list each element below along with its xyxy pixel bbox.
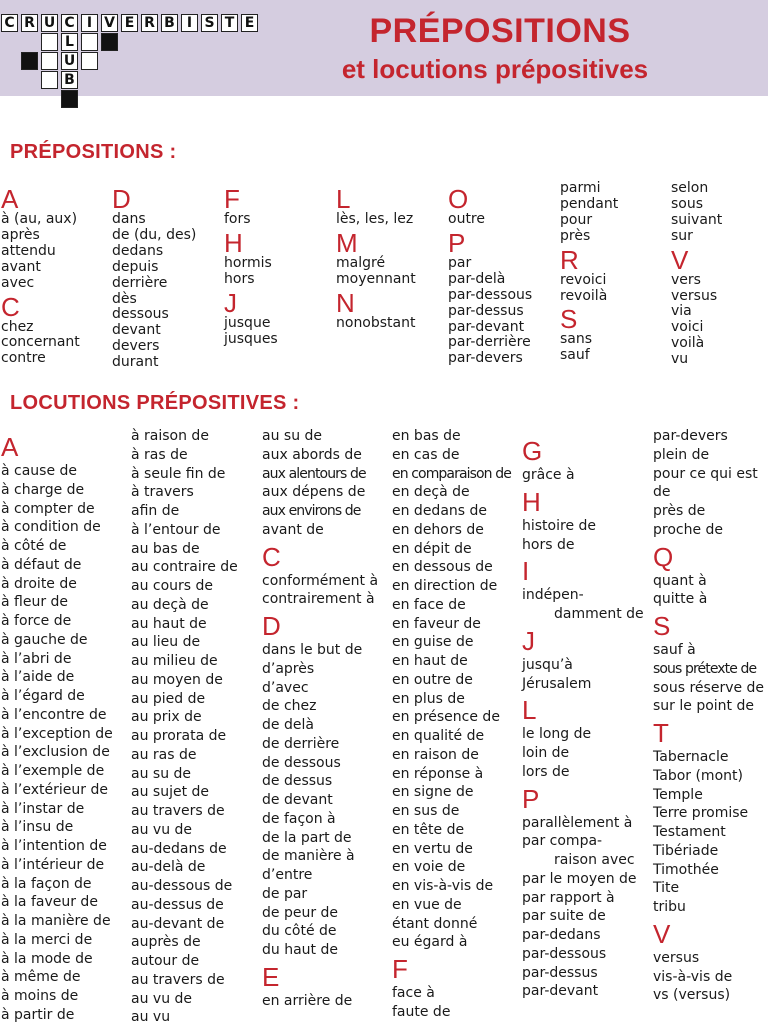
locution-item: de dessous [262,754,341,771]
letter-heading: H [224,227,243,258]
locution-item: à charge de [1,481,85,498]
locution-item: en voie de [392,859,466,876]
locution-item: Tite [653,880,680,897]
letter-heading: P [522,783,540,814]
preposition-item: par-dessous [448,286,533,303]
locution-item: par-devant [522,983,599,1000]
locution-item: Timothée [653,861,719,878]
locution-item: vis-à-vis de [653,968,733,985]
locution-item: en vertu de [392,840,473,857]
locution-item: en raison de [392,746,479,763]
locution-item: en deçà de [392,484,470,501]
letter-heading: H [522,486,541,517]
locution-item: de façon à [262,810,336,827]
preposition-item: sur [671,227,693,244]
locution-item: à travers [131,484,194,501]
locution-item: par-devers [653,428,728,444]
letter-heading: J [224,287,237,318]
locution-item: eu égard à [392,934,468,951]
preposition-item: jusque [224,314,271,331]
locution-item: d’avec [262,679,309,696]
logo-blank-cell [41,33,58,51]
locution-item: à même de [1,969,81,986]
locution-item: en vue de [392,896,462,913]
locution-item: au-dedans de [131,840,227,857]
letter-heading: C [1,291,20,322]
locution-item: au su de [262,428,323,444]
preposition-item: selon [671,180,709,196]
preposition-item: depuis [112,258,159,275]
locution-item: de par [262,885,308,902]
locution-item: en sus de [392,803,460,819]
locution-item: de delà [262,717,314,733]
locution-item: par-dedans [522,927,601,943]
locution-item: plein de [653,446,710,463]
logo-letter-cell: B [61,71,78,89]
locution-item: en outre de [392,671,473,688]
locution-item: au ras de [131,746,197,763]
locution-item: Temple [653,786,703,803]
letter-heading: D [262,611,281,641]
locution-item: au-dessus de [131,896,224,913]
preposition-item: pendant [560,195,619,212]
preposition-item: moyennant [336,270,416,287]
preposition-item: suivant [671,211,723,228]
logo-letter-cell: V [101,14,118,32]
letter-heading: J [522,625,535,656]
preposition-item: vu [671,351,689,368]
preposition-item: voici [671,319,704,336]
locution-item: à moins de [1,988,79,1004]
locution-item: par compa- [522,833,603,850]
locution-item: par-dessus [522,964,598,981]
logo-letter-cell: E [241,14,258,32]
locution-item: indépen- [522,587,584,604]
locution-item: de manière à [262,848,355,865]
logo-letter-cell: S [201,14,218,32]
logo-black-cell [61,90,78,108]
locution-column [262,427,378,1011]
locution-item: près de [653,503,706,519]
locution-item: Tibériade [653,842,719,859]
locution-item: à l’exception de [1,725,113,742]
logo-blank-cell [81,52,98,70]
preposition-item: via [671,303,692,320]
locution-item: aux dépens de [262,484,366,501]
preposition-item: parmi [560,180,601,196]
logo-letter-cell: U [61,52,78,70]
locution-item: grâce à [522,467,575,483]
logo-letter-cell: R [141,14,158,32]
locution-item: en faveur de [392,615,481,632]
locution-item: au vu de [131,821,193,838]
locution-item: en présence de [392,709,500,726]
logo-letter-cell: I [181,14,198,32]
letter-heading: V [653,918,671,949]
letter-heading: Q [653,541,674,572]
preposition-item: sous [671,195,704,212]
preposition-item: malgré [336,254,386,271]
locution-item: d’entre [262,867,313,883]
locution-item: en vis-à-vis de [392,878,494,894]
page-subtitle: et locutions prépositives [341,54,649,84]
letter-heading: N [336,287,355,318]
letter-heading: A [1,184,19,214]
preposition-column [1,184,80,367]
preposition-item: pour [560,211,593,228]
locution-item: du haut de [262,942,338,958]
locution-item: à raison de [131,428,209,444]
locution-item: par suite de [522,908,606,925]
locution-item: lors de [522,763,570,780]
locution-item: afin de [131,503,180,519]
locution-item: par-dessous [522,945,607,962]
prepositions-heading: PRÉPOSITIONS : [10,141,177,163]
locution-item: à cause de [1,463,78,479]
preposition-item: devant [112,322,161,339]
letter-heading: T [653,718,669,748]
preposition-item: par-delà [448,270,506,287]
preposition-item: hormis [224,254,272,271]
locution-item: en arrière de [262,992,353,1009]
locution-item: à la merci de [1,931,93,948]
locution-item: quant à [653,572,707,589]
letter-heading: F [392,954,408,984]
preposition-item: par-devers [448,350,523,367]
preposition-item: lès, les, lez [336,211,414,227]
locution-item: au travers de [131,971,225,988]
locution-item: au lieu de [131,634,201,651]
locution-item: en direction de [392,578,498,594]
locution-item: sous réserve de [653,679,765,696]
preposition-item: vers [671,271,701,288]
preposition-item: à (au, aux) [1,211,78,227]
preposition-column [448,184,532,367]
letter-heading: A [1,432,19,462]
page-title: PRÉPOSITIONS [369,12,631,50]
locution-item: à l’entour de [131,521,221,538]
preposition-item: derrière [112,274,168,291]
locution-item: au pied de [131,690,206,707]
locution-item: hors de [522,536,575,553]
locution-item: en plus de [392,690,465,707]
preposition-item: revoilà [560,287,608,304]
preposition-item: versus [671,287,718,304]
locution-item: en dedans de [392,503,488,519]
locution-item: de derrière [262,735,340,752]
logo-letter-cell: U [41,14,58,32]
preposition-column [336,184,416,332]
preposition-item: revoici [560,271,607,288]
preposition-item: devers [112,338,160,355]
locution-item: autour de [131,953,200,969]
header-banner [0,0,768,96]
logo-black-cell [101,33,118,51]
locution-item: à l’abri de [1,650,72,667]
locution-item: de la part de [262,829,352,846]
locution-item: au haut de [131,615,207,632]
locution-item: à la manière de [1,913,111,929]
locution-item: au bas de [131,540,200,557]
locution-item: tribu [653,899,686,915]
locution-item: en dehors de [392,521,484,538]
preposition-item: sauf [560,347,590,364]
locution-item: au moyen de [131,671,223,688]
locution-item: contrairement à [262,591,375,608]
locution-item: à défaut de [1,556,82,573]
logo-letter-cell: I [81,14,98,32]
locution-item: à l’insu de [1,819,74,836]
locution-item: aux abords de [262,446,362,463]
locution-item: au vu de [131,990,193,1007]
locution-item: d’après [262,660,315,677]
locution-item: quitte à [653,591,708,608]
preposition-item: après [1,226,40,243]
preposition-item: dès [112,290,137,307]
locution-item: à l’exemple de [1,763,105,779]
locution-item: à compter de [1,500,95,517]
logo-blank-cell [41,71,58,89]
locution-item: Tabor (mont) [653,767,743,784]
locution-item: en cas de [392,446,460,463]
preposition-item: chez [1,318,34,335]
preposition-item: voilà [671,335,705,352]
preposition-item: jusques [224,330,278,347]
letter-heading: F [224,184,240,214]
letter-heading: L [336,184,351,214]
preposition-item: concernant [1,334,80,351]
letter-heading: M [336,227,358,258]
locution-column [131,427,238,1024]
locution-item: parallèlement à [522,814,633,831]
locution-item: sous prétexte de [653,660,757,677]
locution-item: Tabernacle [653,749,729,765]
locution-item: à l’intention de [1,838,107,854]
locution-item: damment de [554,606,644,622]
locution-item: Terre promise [653,805,749,822]
logo-letter-cell: E [121,14,138,32]
preposition-item: attendu [1,242,56,259]
preposition-item: avec [1,274,35,291]
locution-item: au vu [131,1009,171,1024]
preposition-item: dedans [112,242,164,259]
locution-item: face à [392,985,435,1001]
letter-heading: D [112,184,131,214]
locution-item: du côté de [262,923,337,940]
locution-item: au su de [131,765,192,782]
letter-heading: G [522,436,543,466]
locution-item: à l’exclusion de [1,744,110,761]
preposition-item: avant [1,258,41,275]
locution-item: proche de [653,521,724,538]
letter-heading: C [262,541,281,572]
locution-item: à l’instar de [1,800,85,817]
logo-letter-cell: C [61,14,78,32]
locution-item: faute de [392,1003,451,1020]
locution-item: en haut de [392,653,468,669]
preposition-item: par-devant [448,318,525,335]
locution-item: à la faveur de [1,894,98,911]
letter-heading: P [448,227,466,258]
locution-item: en guise de [392,634,474,651]
locution-item: de dessus [262,773,333,790]
locution-item: histoire de [522,517,597,534]
logo-letter-cell: C [1,14,18,32]
letter-heading: I [522,556,530,587]
locution-item: Jérusalem [522,675,592,692]
preposition-column [112,184,196,371]
logo-letter-cell: T [221,14,238,32]
logo-letter-cell: R [21,14,38,32]
locution-item: à l’extérieur de [1,781,108,798]
preposition-column [224,184,278,348]
locution-item: au contraire de [131,559,238,576]
locution-item: à l’encontre de [1,706,107,723]
locution-item: Testament [653,824,726,840]
logo-letter-cell: L [61,33,78,51]
locution-item: en dessous de [392,559,493,576]
preposition-item: de (du, des) [112,226,197,243]
locution-column [522,434,644,1001]
preposition-item: contre [1,350,46,367]
locution-item: à ras de [131,446,188,463]
locution-item: conformément à [262,572,379,589]
locution-item: au-dessous de [131,878,233,894]
preposition-column [671,181,722,368]
locution-item: à seule fin de [131,465,226,482]
preposition-item: par-dessus [448,302,524,319]
locution-item: par le moyen de [522,870,637,887]
preposition-item: hors [224,270,255,287]
locution-item: à fleur de [1,594,69,611]
locution-column [653,427,764,1005]
locution-item: au prix de [131,709,202,726]
preposition-item: sans [560,331,593,348]
locution-item: au travers de [131,803,225,819]
locution-item: en comparaison de [392,465,511,482]
locution-item: à côté de [1,538,67,554]
locution-item: au-delà de [131,859,206,876]
letter-heading: L [522,695,537,726]
locution-item: loin de [522,745,570,761]
locution-item: jusqu’à [522,656,573,673]
locution-item: versus [653,949,700,966]
locution-item: aux environs de [262,503,361,519]
letter-heading: E [262,961,280,992]
locution-item: au deçà de [131,596,209,613]
locution-item: en qualité de [392,728,485,744]
locution-item: à l’intérieur de [1,856,105,873]
preposition-item: par [448,254,472,271]
locution-item: en bas de [392,428,461,444]
logo-blank-cell [41,52,58,70]
letter-heading: O [448,184,469,214]
locution-item: dans le but de [262,642,363,658]
locution-item: en face de [392,596,466,613]
locution-item: vs (versus) [653,987,731,1004]
preposition-item: fors [224,211,251,227]
locution-item: avant de [262,521,324,538]
locution-item: raison avec [554,852,635,868]
locution-item: étant donné [392,915,478,932]
locution-item: au milieu de [131,653,218,669]
locution-item: à l’égard de [1,688,85,704]
letter-heading: V [671,244,689,275]
letter-heading: R [560,244,579,275]
locution-item: à force de [1,613,72,629]
locution-item: à gauche de [1,631,88,648]
locution-item: à la mode de [1,950,93,967]
locution-column [392,427,511,1022]
locution-item: sur le point de [653,698,754,715]
locution-item: en tête de [392,821,465,838]
locution-column [1,430,113,1024]
locution-item: pour ce qui est [653,465,758,482]
locution-item: en signe de [392,784,474,801]
preposition-item: nonobstant [336,314,416,331]
locution-item: au-devant de [131,915,225,932]
locution-item: auprès de [131,934,201,951]
locution-item: par rapport à [522,889,615,906]
locution-item: en réponse à [392,765,484,782]
locution-item: au sujet de [131,784,210,801]
locution-item: à droite de [1,575,77,592]
locution-item: de [653,484,671,501]
letter-heading: S [560,304,578,335]
locution-item: à l’aide de [1,669,75,686]
preposition-item: durant [112,354,159,371]
locution-item: le long de [522,726,592,743]
locution-item: aux alentours de [262,465,366,482]
locution-item: au cours de [131,578,214,594]
preposition-item: près [560,227,591,244]
locution-item: de devant [262,792,333,808]
locution-item: de chez [262,698,317,715]
locution-item: à condition de [1,519,101,536]
locution-item: sauf à [653,642,696,658]
locution-item: à partir de [1,1006,75,1023]
locution-item: au prorata de [131,728,227,744]
letter-heading: S [653,611,671,641]
logo-blank-cell [81,33,98,51]
locutions-heading: LOCUTIONS PRÉPOSITIVES : [10,392,300,414]
preposition-item: dans [112,211,146,227]
locution-item: à la façon de [1,875,92,892]
preposition-item: outre [448,211,485,227]
preposition-item: par-derrière [448,334,531,351]
crossword-club-logo [0,14,270,114]
logo-letter-cell: B [161,14,178,32]
preposition-column [560,181,618,364]
locution-item: de peur de [262,904,339,921]
locution-item: en dépit de [392,540,472,557]
logo-black-cell [21,52,38,70]
preposition-item: dessous [112,306,169,323]
